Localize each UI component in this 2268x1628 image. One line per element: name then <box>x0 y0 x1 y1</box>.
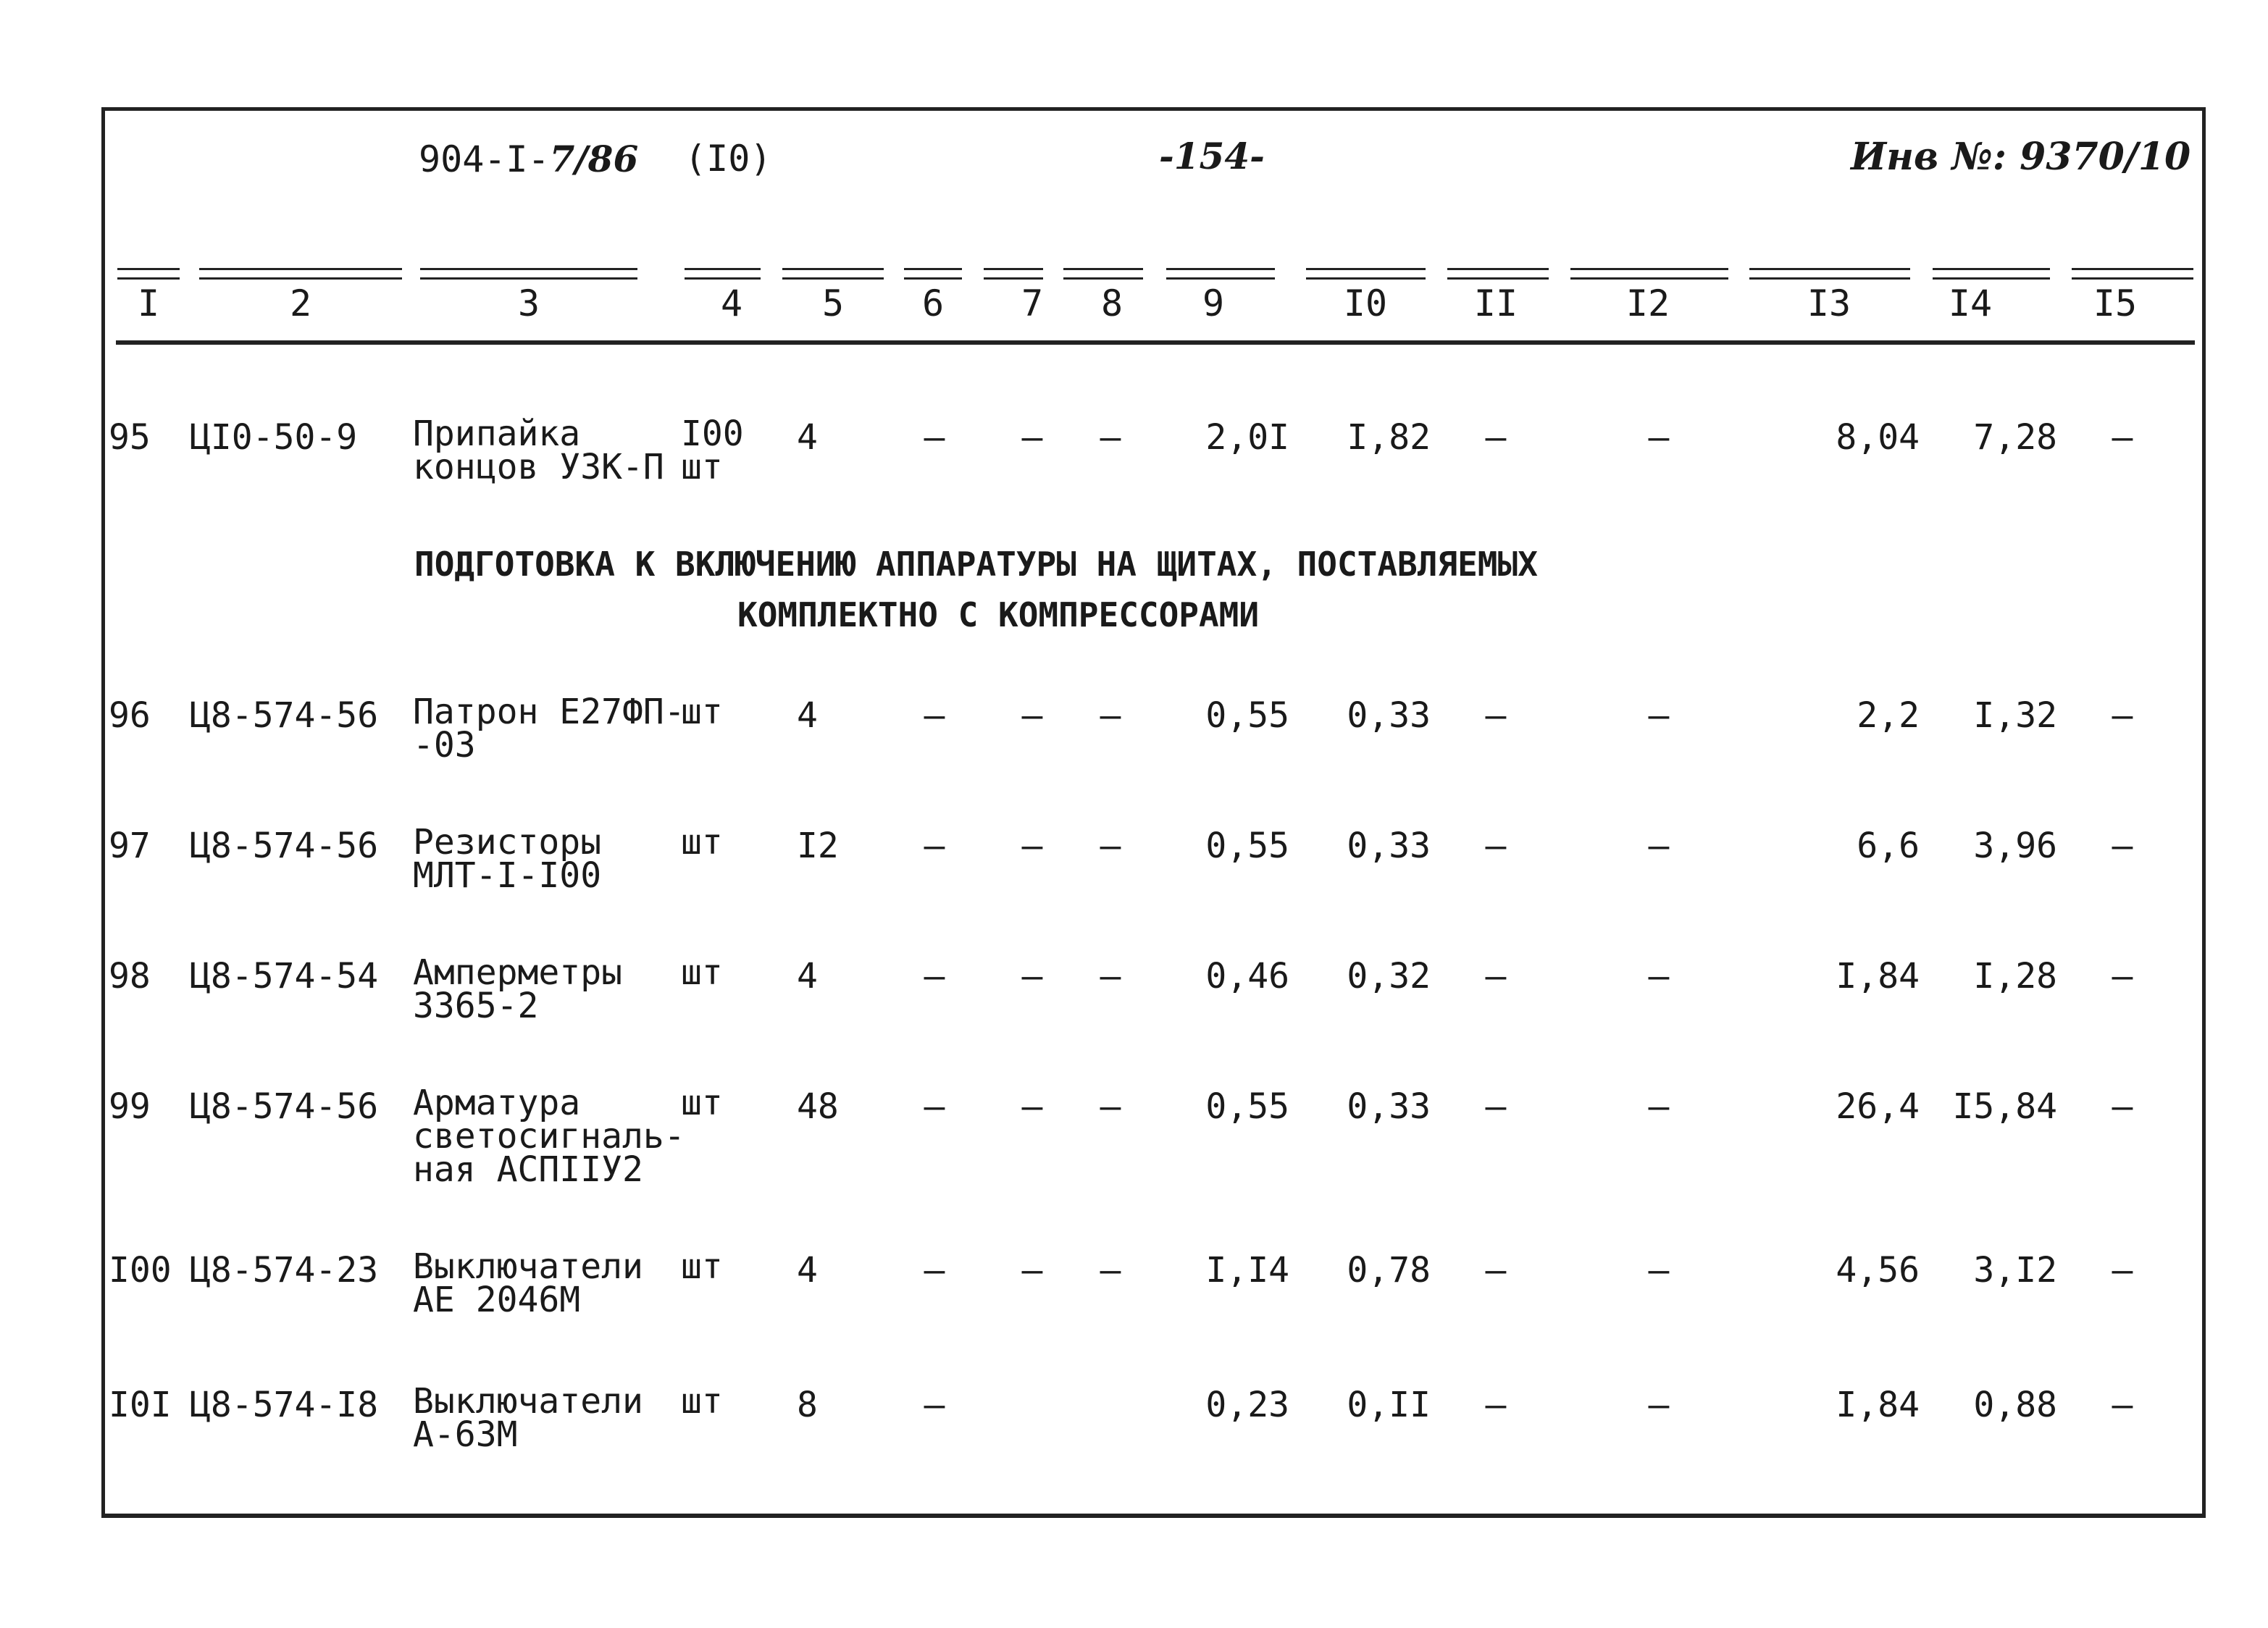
column-number: 6 <box>921 282 945 324</box>
column-number: I <box>137 282 160 324</box>
inventory-number: Инв №: 9370/10 <box>1851 135 2191 179</box>
cell-col12: – <box>1648 417 1670 458</box>
cell-col6: – <box>924 1086 945 1127</box>
cell-row-number: 99 <box>109 1086 151 1127</box>
cell-unit: шт <box>681 1083 723 1123</box>
cell-row-number: I0I <box>109 1385 172 1425</box>
cell-col13: I,84 <box>1836 1385 1920 1425</box>
cell-col7: – <box>1021 417 1043 458</box>
cell-quantity: 8 <box>797 1385 818 1425</box>
cell-col10: 0,33 <box>1347 826 1431 866</box>
cell-col10: I,82 <box>1347 417 1431 458</box>
cell-col14: I,28 <box>1973 956 2057 996</box>
cell-work-name: Резисторы МЛТ-I-I00 <box>413 822 602 896</box>
cell-col8: – <box>1100 695 1121 736</box>
cell-col11: – <box>1485 1086 1507 1127</box>
cell-col7: – <box>1021 1250 1043 1291</box>
cell-col6: – <box>924 826 945 866</box>
cell-col9: 0,55 <box>1205 826 1289 866</box>
cell-col12: – <box>1648 1385 1670 1425</box>
cell-col14: 3,96 <box>1973 826 2057 866</box>
column-number: II <box>1473 282 1518 324</box>
cell-col7: – <box>1021 1086 1043 1127</box>
cell-work-name: Арматура светосигналь- ная АСПIIУ2 <box>413 1083 685 1190</box>
cell-work-name: Амперметры 3365-2 <box>413 952 622 1026</box>
cell-row-number: 98 <box>109 956 151 996</box>
cell-col11: – <box>1485 417 1507 458</box>
cell-col9: 0,55 <box>1205 695 1289 736</box>
cell-col13: I,84 <box>1836 956 1920 996</box>
cell-quantity: I2 <box>797 826 839 866</box>
cell-col14: I5,84 <box>1952 1086 2057 1127</box>
cell-col15: – <box>2112 826 2133 866</box>
cell-col12: – <box>1648 956 1670 996</box>
column-number: 8 <box>1100 282 1123 324</box>
cell-col11: – <box>1485 956 1507 996</box>
cell-norm-code: Ц8-574-56 <box>190 1086 379 1127</box>
cell-norm-code: ЦI0-50-9 <box>190 417 358 458</box>
column-number: 4 <box>720 282 743 324</box>
section-title-line2: КОМПЛЕКТНО С КОМПРЕССОРАМИ <box>737 595 1260 634</box>
cell-quantity: 4 <box>797 695 818 736</box>
cell-col12: – <box>1648 695 1670 736</box>
cell-col15: – <box>2112 1250 2133 1291</box>
cell-norm-code: Ц8-574-56 <box>190 695 379 736</box>
header-underline <box>116 340 2195 345</box>
cell-col11: – <box>1485 826 1507 866</box>
column-number: I0 <box>1343 282 1388 324</box>
cell-col13: 6,6 <box>1857 826 1920 866</box>
cell-col8: – <box>1100 956 1121 996</box>
cell-unit: шт <box>681 822 723 863</box>
cell-col9: I,I4 <box>1205 1250 1289 1291</box>
column-number: I2 <box>1625 282 1670 324</box>
cell-col8: – <box>1100 1250 1121 1291</box>
cell-col15: – <box>2112 1086 2133 1127</box>
cell-unit: I00 шт <box>681 414 744 487</box>
cell-quantity: 4 <box>797 1250 818 1291</box>
cell-col10: 0,II <box>1347 1385 1431 1425</box>
cell-col14: 0,88 <box>1973 1385 2057 1425</box>
page-number: -154- <box>1159 135 1265 177</box>
cell-col9: 2,0I <box>1205 417 1289 458</box>
cell-col10: 0,78 <box>1347 1250 1431 1291</box>
document-code-printed: 904-I- <box>419 138 550 180</box>
cell-col11: – <box>1485 695 1507 736</box>
cell-col7: – <box>1021 695 1043 736</box>
cell-col14: I,32 <box>1973 695 2057 736</box>
cell-norm-code: Ц8-574-23 <box>190 1250 379 1291</box>
cell-col12: – <box>1648 1086 1670 1127</box>
column-number: 9 <box>1202 282 1225 324</box>
column-number: 2 <box>289 282 312 324</box>
cell-unit: шт <box>681 952 723 993</box>
cell-col9: 0,46 <box>1205 956 1289 996</box>
cell-col9: 0,55 <box>1205 1086 1289 1127</box>
column-number: 5 <box>821 282 845 324</box>
cell-norm-code: Ц8-574-I8 <box>190 1385 379 1425</box>
cell-col8: – <box>1100 417 1121 458</box>
cell-col6: – <box>924 1385 945 1425</box>
cell-col6: – <box>924 695 945 736</box>
cell-col12: – <box>1648 1250 1670 1291</box>
cell-unit: шт <box>681 1381 723 1422</box>
cell-col9: 0,23 <box>1205 1385 1289 1425</box>
cell-col13: 4,56 <box>1836 1250 1920 1291</box>
cell-col6: – <box>924 417 945 458</box>
column-number: 7 <box>1021 282 1044 324</box>
cell-quantity: 4 <box>797 956 818 996</box>
cell-col10: 0,32 <box>1347 956 1431 996</box>
column-number: I3 <box>1807 282 1851 324</box>
cell-norm-code: Ц8-574-54 <box>190 956 379 996</box>
cell-col6: – <box>924 956 945 996</box>
cell-unit: шт <box>681 692 723 732</box>
cell-col10: 0,33 <box>1347 1086 1431 1127</box>
document-code <box>419 138 638 180</box>
cell-col11: – <box>1485 1385 1507 1425</box>
column-number: 3 <box>517 282 540 324</box>
cell-row-number: 96 <box>109 695 151 736</box>
cell-col13: 2,2 <box>1857 695 1920 736</box>
cell-col14: 3,I2 <box>1973 1250 2057 1291</box>
cell-row-number: 95 <box>109 417 151 458</box>
cell-row-number: I00 <box>109 1250 172 1291</box>
cell-norm-code: Ц8-574-56 <box>190 826 379 866</box>
cell-col8: – <box>1100 826 1121 866</box>
cell-col7: – <box>1021 956 1043 996</box>
cell-work-name: Припайка концов УЗК-П <box>413 414 664 487</box>
cell-col13: 8,04 <box>1836 417 1920 458</box>
column-number: I5 <box>2093 282 2138 324</box>
cell-col15: – <box>2112 417 2133 458</box>
cell-work-name: Патрон Е27ФП- -03 <box>413 692 685 765</box>
cell-col11: – <box>1485 1250 1507 1291</box>
cell-col15: – <box>2112 956 2133 996</box>
cell-quantity: 48 <box>797 1086 839 1127</box>
cell-col14: 7,28 <box>1973 417 2057 458</box>
document-code-handwritten: 7/86 <box>549 138 639 180</box>
cell-col6: – <box>924 1250 945 1291</box>
cell-col15: – <box>2112 695 2133 736</box>
cell-col10: 0,33 <box>1347 695 1431 736</box>
cell-col7: – <box>1021 826 1043 866</box>
volume-number: (I0) <box>685 138 772 180</box>
column-number: I4 <box>1948 282 1993 324</box>
cell-row-number: 97 <box>109 826 151 866</box>
cell-col15: – <box>2112 1385 2133 1425</box>
cell-work-name: Выключатели АЕ 2046М <box>413 1246 643 1320</box>
cell-col8: – <box>1100 1086 1121 1127</box>
cell-col12: – <box>1648 826 1670 866</box>
section-title-line1: ПОДГОТОВКА К ВКЛЮЧЕНИЮ АППАРАТУРЫ НА ЩИТАХ, ПОСТАВЛЯЕМЫХ <box>414 545 1538 584</box>
cell-quantity: 4 <box>797 417 818 458</box>
cell-col13: 26,4 <box>1836 1086 1920 1127</box>
cell-work-name: Выключатели А-63М <box>413 1381 643 1455</box>
cell-unit: шт <box>681 1246 723 1287</box>
